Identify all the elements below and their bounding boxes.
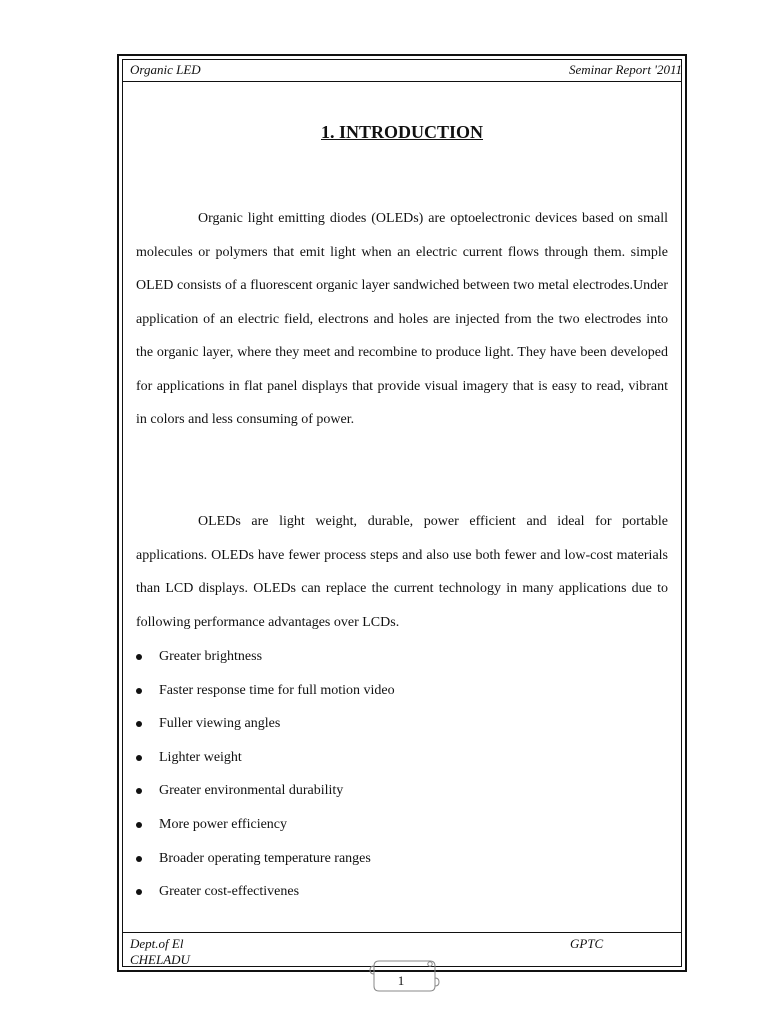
list-item: Greater cost-effectivenes xyxy=(136,875,668,909)
bullet-icon xyxy=(136,856,142,862)
footer-left-line1: Dept.of El xyxy=(130,936,184,951)
bullet-icon xyxy=(136,822,142,828)
list-item: Broader operating temperature ranges xyxy=(136,842,668,876)
list-item: More power efficiency xyxy=(136,808,668,842)
list-item: Lighter weight xyxy=(136,741,668,775)
header-right: Seminar Report '2011 xyxy=(568,62,682,77)
footer-left-line2: CHELADU xyxy=(130,952,190,967)
page-number: 1 xyxy=(397,973,405,988)
list-item: Greater environmental durability xyxy=(136,774,668,808)
header-left: Organic LED xyxy=(130,62,201,77)
bullet-icon xyxy=(136,721,142,727)
list-item: Greater brightness xyxy=(136,640,668,674)
advantages-list xyxy=(136,640,668,909)
list-item: Faster response time for full motion video xyxy=(136,674,668,708)
bullet-icon xyxy=(136,788,142,794)
bullet-icon xyxy=(136,654,142,660)
header-rule xyxy=(122,81,682,82)
section-title: 1. INTRODUCTION xyxy=(320,122,484,142)
paragraph-2 xyxy=(136,505,668,639)
bullet-icon xyxy=(136,688,142,694)
footer-right: GPTC xyxy=(570,936,604,951)
paragraph-1 xyxy=(136,202,668,437)
paragraph-1-text: Organic light emitting diodes (OLEDs) are optoelectronic devices based on small molecules or polymers that emit light when an electric current flows through them. simple OLED consists of a fluorescent organic layer sandwiched between two metal electrodes.Under application of an electric field, electrons and holes are injected from the two electrodes into the organic layer, where they meet and recombine to produce light. They have been developed for applications in flat panel displays that provide visual imagery that is easy to read, vibrant in colors and less consuming of power. xyxy=(136,211,668,427)
paragraph-2-text: OLEDs are light weight, durable, power efficient and ideal for portable applications. OLEDs have fewer process steps and also use both fewer and low-cost materials than LCD displays. OLEDs can replace the current technology in many applications due to following performance advantages over LCDs. xyxy=(136,514,668,630)
list-item: Fuller viewing angles xyxy=(136,707,668,741)
bullet-icon xyxy=(136,755,142,761)
footer-rule xyxy=(122,932,682,933)
bullet-icon xyxy=(136,889,142,895)
